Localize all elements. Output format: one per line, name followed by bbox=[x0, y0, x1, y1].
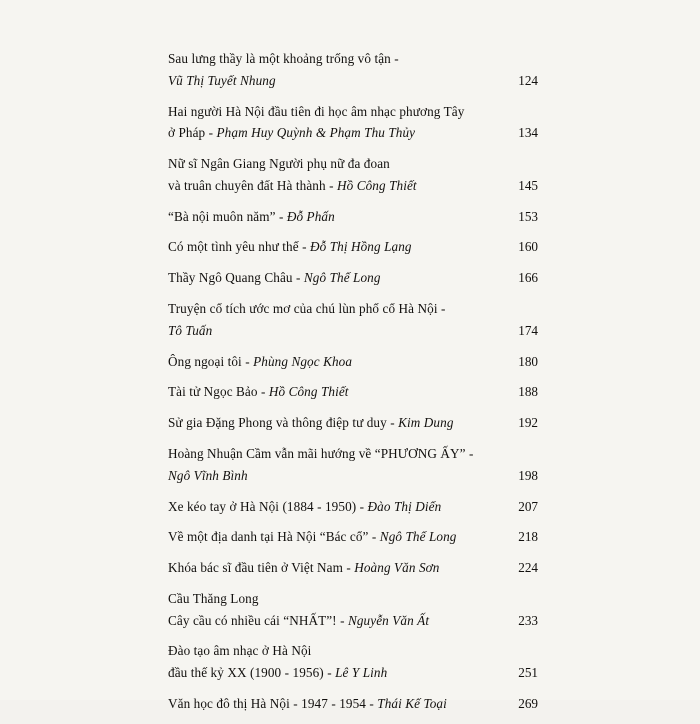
toc-entry-title bbox=[168, 381, 498, 403]
toc-entry-page-number: 188 bbox=[518, 384, 538, 400]
toc-entry-title-text: Về một địa danh tại Hà Nội “Bác cổ” - bbox=[168, 529, 380, 545]
toc-entry-title-text: Truyện cổ tích ước mơ của chú lùn phố cổ Hà Nội - bbox=[168, 301, 446, 317]
toc-entry-line bbox=[168, 298, 498, 320]
toc-entry-title-text: Hai người Hà Nội đầu tiên đi học âm nhạc phương Tây bbox=[168, 103, 465, 119]
toc-entry[interactable] bbox=[168, 443, 538, 487]
toc-entry[interactable] bbox=[168, 236, 538, 258]
toc-entry-title-text: Hoàng Nhuận Cầm vẫn mãi hướng về “PHƯƠNG ẤY” - bbox=[168, 445, 474, 461]
toc-entry-page-number: 269 bbox=[518, 695, 538, 711]
toc-entry-page-number: 180 bbox=[518, 353, 538, 369]
toc-entry-title-text: ở Pháp - bbox=[168, 125, 217, 141]
toc-entry-title-text: Tài tử Ngọc Bảo - bbox=[168, 384, 269, 400]
toc-entry-title bbox=[168, 298, 498, 342]
toc-entry-author: Phùng Ngọc Khoa bbox=[253, 353, 353, 369]
toc-entry-line bbox=[168, 412, 498, 434]
toc-entry-title-text: Sau lưng thầy là một khoảng trống vô tận - bbox=[168, 51, 399, 66]
toc-entry-page-number: 207 bbox=[518, 498, 538, 514]
toc-entry-line bbox=[168, 70, 498, 92]
toc-entry-page-number: 198 bbox=[518, 467, 538, 483]
toc-entry-title-text: và truân chuyên đất Hà thành - bbox=[168, 177, 337, 193]
toc-entry-page-number: 134 bbox=[518, 125, 538, 141]
toc-entry-line bbox=[168, 236, 498, 258]
toc-entry-page-number: 153 bbox=[518, 208, 538, 224]
toc-entry-author: Đỗ Thị Hồng Lạng bbox=[309, 239, 412, 255]
toc-entry[interactable] bbox=[168, 496, 538, 518]
toc-entry-title-text: Có một tình yêu như thế - bbox=[168, 239, 310, 255]
toc-entry-title bbox=[168, 557, 498, 579]
toc-entry[interactable] bbox=[168, 298, 538, 342]
toc-entry-line bbox=[168, 662, 498, 684]
toc-entry-page-number: 160 bbox=[518, 239, 538, 255]
toc-entry-title bbox=[168, 236, 498, 258]
toc-entry-author: Lê Y Linh bbox=[335, 665, 388, 681]
toc-entry-author: Ngô Thế Long bbox=[303, 270, 381, 286]
toc-entry-title bbox=[168, 526, 498, 548]
toc-entry-line bbox=[168, 381, 498, 403]
toc-entry-author: Ngô Vĩnh Bình bbox=[168, 467, 248, 483]
toc-entry-title bbox=[168, 153, 498, 197]
toc-entry-line bbox=[168, 175, 498, 197]
toc-entry-author: Hồ Công Thiết bbox=[336, 177, 417, 193]
toc-entry-title-text: Nữ sĩ Ngân Giang Người phụ nữ đa đoan bbox=[168, 156, 390, 172]
toc-entry-title-text: Khóa bác sĩ đầu tiên ở Việt Nam - bbox=[168, 560, 355, 576]
toc-entry[interactable] bbox=[168, 206, 538, 228]
toc-entry-page-number: 218 bbox=[518, 529, 538, 545]
toc-entry-page-number: 145 bbox=[518, 177, 538, 193]
toc-entry-title-text: Xe kéo tay ở Hà Nội (1884 - 1950) - bbox=[168, 498, 368, 514]
toc-entry-line bbox=[168, 351, 498, 373]
toc-entry-author: Hoàng Văn Sơn bbox=[354, 560, 440, 576]
toc-entry[interactable] bbox=[168, 351, 538, 373]
toc-entry-title-text: Cầu Thăng Long bbox=[168, 590, 259, 606]
toc-entry[interactable] bbox=[168, 153, 538, 197]
toc-entry-line bbox=[168, 557, 498, 579]
toc-entry[interactable] bbox=[168, 48, 538, 92]
toc-entry-line bbox=[168, 465, 498, 487]
toc-entry-author: Đào Thị Diến bbox=[367, 498, 442, 514]
toc-entry-page-number: 124 bbox=[518, 72, 538, 88]
toc-entry-title-text: Ông ngoại tôi - bbox=[168, 353, 254, 369]
toc-entry-title bbox=[168, 693, 498, 715]
toc-entry[interactable] bbox=[168, 526, 538, 548]
toc-entry-title-text: Thầy Ngô Quang Châu - bbox=[168, 270, 304, 286]
toc-entry-title bbox=[168, 496, 498, 518]
toc-entry-page-number: 174 bbox=[518, 322, 538, 338]
toc-entry-line bbox=[168, 588, 498, 610]
toc-entry-title-text: “Bà nội muôn năm” - bbox=[168, 208, 287, 224]
toc-entry-author: Đỗ Phấn bbox=[286, 208, 335, 224]
toc-entry-page-number: 233 bbox=[518, 612, 538, 628]
toc-entry-title-text: Văn học đô thị Hà Nội - 1947 - 1954 - bbox=[168, 695, 378, 711]
toc-entry[interactable] bbox=[168, 267, 538, 289]
toc-entry-line bbox=[168, 153, 498, 175]
toc-entry-page-number: 224 bbox=[518, 560, 538, 576]
toc-entry[interactable] bbox=[168, 381, 538, 403]
toc-entry-line bbox=[168, 443, 498, 465]
toc-entry-line bbox=[168, 693, 498, 715]
toc-entry-line bbox=[168, 526, 498, 548]
toc-entry-title bbox=[168, 412, 498, 434]
toc-entry-title bbox=[168, 267, 498, 289]
toc-entry[interactable] bbox=[168, 640, 538, 684]
toc-entry-line bbox=[168, 320, 498, 342]
toc-entry-line bbox=[168, 496, 498, 518]
toc-entry-title-text: Cây cầu có nhiều cái “NHẤT”! - bbox=[168, 612, 348, 628]
toc-entry[interactable] bbox=[168, 412, 538, 434]
toc-entry-page-number: 192 bbox=[518, 415, 538, 431]
toc-entry[interactable] bbox=[168, 101, 538, 145]
toc-entry-author: Thái Kế Toại bbox=[377, 695, 447, 711]
toc-entry-title bbox=[168, 588, 498, 632]
toc-entry-title bbox=[168, 48, 498, 92]
toc-entry-title bbox=[168, 101, 498, 145]
toc-entry-line bbox=[168, 101, 498, 123]
table-of-contents-list bbox=[168, 48, 538, 724]
toc-entry-title-text: Đào tạo âm nhạc ở Hà Nội bbox=[168, 643, 312, 659]
toc-entry-title bbox=[168, 640, 498, 684]
toc-entry-line bbox=[168, 267, 498, 289]
toc-entry-title bbox=[168, 351, 498, 373]
toc-entry-page-number: 166 bbox=[518, 270, 538, 286]
toc-entry[interactable] bbox=[168, 693, 538, 715]
toc-entry-author: Nguyễn Văn Ất bbox=[347, 612, 430, 628]
toc-entry-title-text: Sử gia Đặng Phong và thông điệp tư duy - bbox=[168, 415, 399, 431]
toc-entry-line bbox=[168, 206, 498, 228]
toc-entry-author: Hồ Công Thiết bbox=[268, 384, 349, 400]
toc-entry-author: Ngô Thế Long bbox=[379, 529, 457, 545]
toc-entry[interactable] bbox=[168, 588, 538, 632]
toc-entry-author: Kim Dung bbox=[398, 415, 454, 431]
toc-entry-author: Vũ Thị Tuyết Nhung bbox=[168, 72, 276, 88]
toc-entry-line bbox=[168, 610, 498, 632]
toc-entry-author: Tô Tuấn bbox=[168, 322, 213, 338]
toc-entry-line bbox=[168, 48, 498, 70]
toc-entry[interactable] bbox=[168, 557, 538, 579]
toc-entry-title bbox=[168, 206, 498, 228]
toc-entry-title-text: đầu thế kỷ XX (1900 - 1956) - bbox=[168, 665, 336, 681]
toc-entry-author: Phạm Huy Quỳnh & Phạm Thu Thủy bbox=[216, 125, 416, 141]
toc-entry-page-number: 251 bbox=[518, 665, 538, 681]
toc-entry-line bbox=[168, 122, 498, 144]
toc-entry-title bbox=[168, 443, 498, 487]
toc-entry-line bbox=[168, 640, 498, 662]
